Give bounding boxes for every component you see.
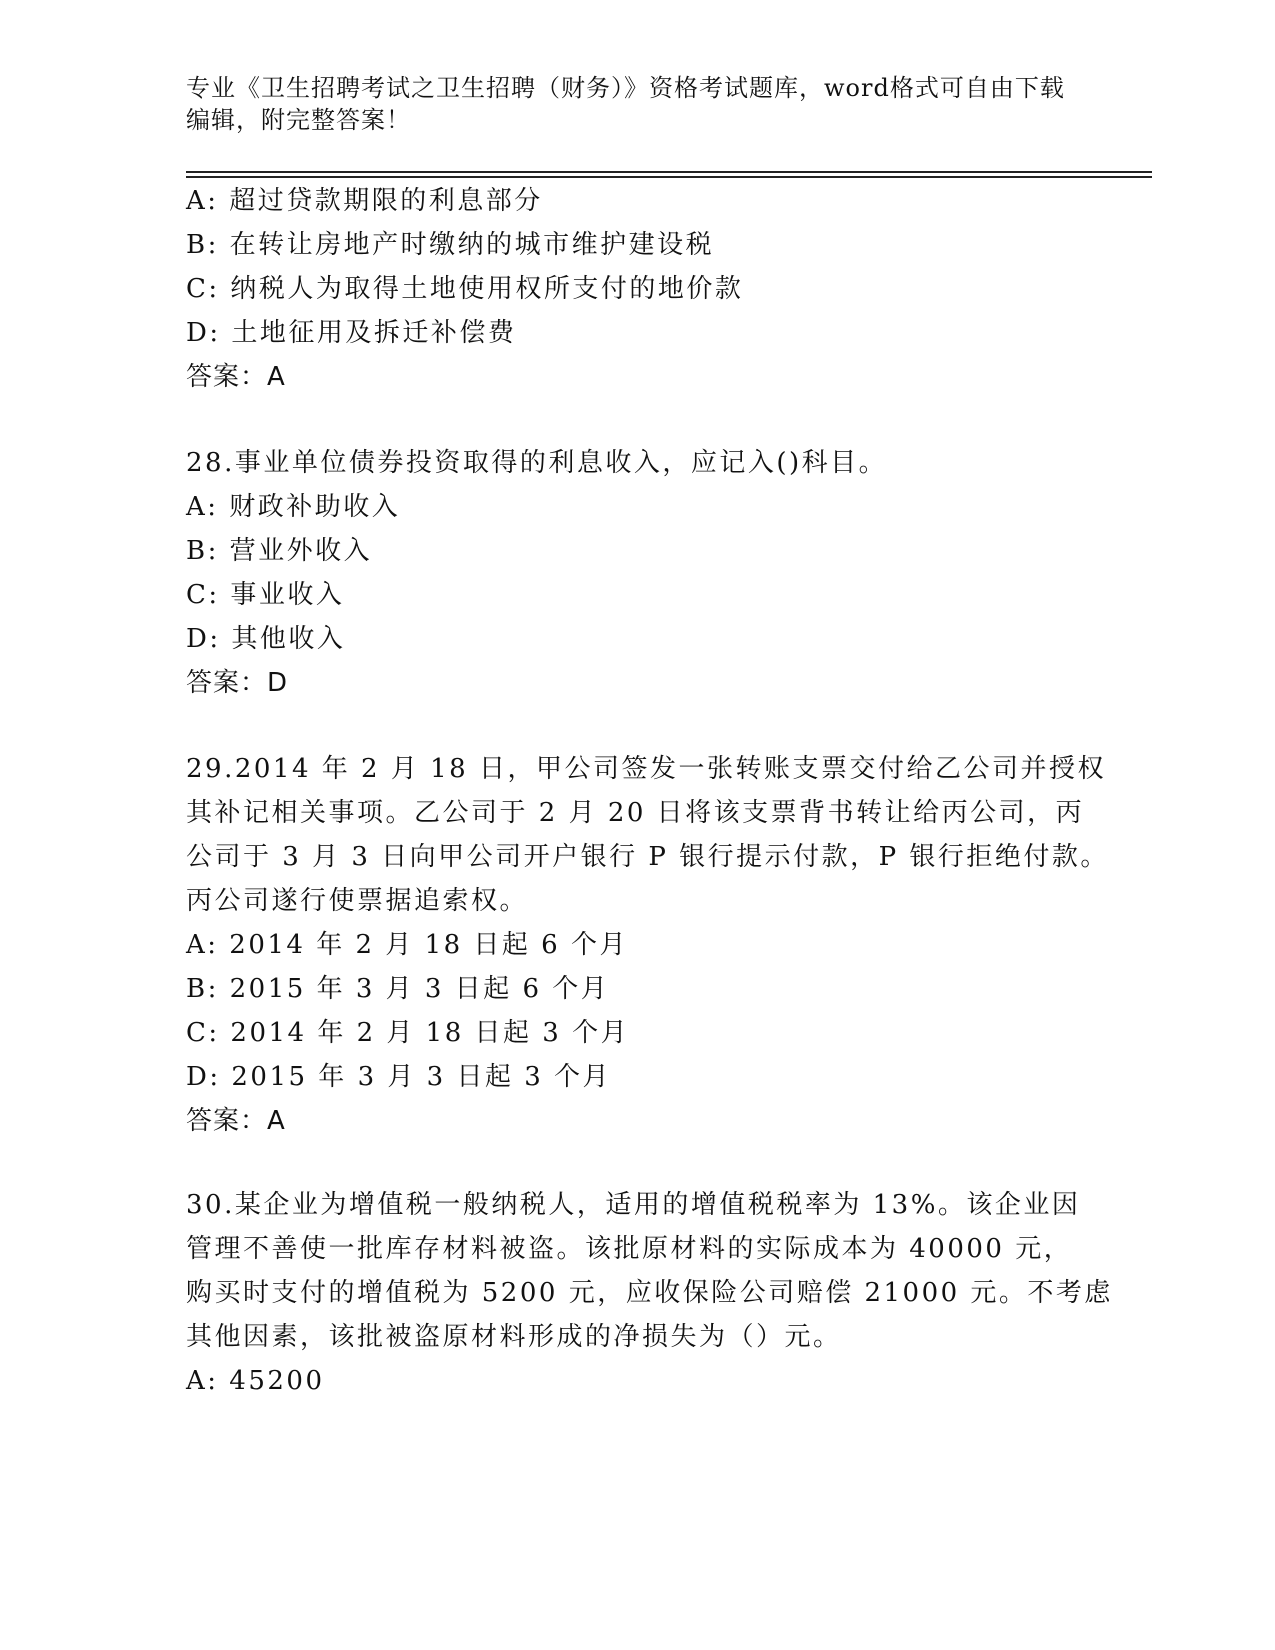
q30-stem-line-3: 购买时支付的增值税为 5200 元，应收保险公司赔偿 21000 元。不考虑 <box>186 1278 1113 1308</box>
q28-answer: 答案：D <box>186 668 289 698</box>
q29-option-a: A: 2014 年 2 月 18 日起 6 个月 <box>186 930 628 960</box>
header-line-2: 编辑，附完整答案！ <box>186 106 411 134</box>
header-rule-bottom <box>186 176 1152 178</box>
q27-answer: 答案：A <box>186 362 286 392</box>
q30-stem-line-2: 管理不善使一批库存材料被盗。该批原材料的实际成本为 40000 元， <box>186 1234 1073 1264</box>
q29-stem-line-2: 其补记相关事项。乙公司于 2 月 20 日将该支票背书转让给丙公司，丙 <box>186 798 1085 828</box>
q29-stem-line-3: 公司于 3 月 3 日向甲公司开户银行 P 银行提示付款，P 银行拒绝付款。 <box>186 842 1109 872</box>
q28-option-d: D: 其他收入 <box>186 624 346 654</box>
q29-answer: 答案：A <box>186 1106 286 1136</box>
q27-option-a: A: 超过贷款期限的利息部分 <box>186 186 543 216</box>
q29-option-d: D: 2015 年 3 月 3 日起 3 个月 <box>186 1062 612 1092</box>
q28-option-a: A: 财政补助收入 <box>186 492 401 522</box>
document-header <box>186 72 1066 136</box>
q30-stem-line-4: 其他因素，该批被盗原材料形成的净损失为（）元。 <box>186 1322 842 1352</box>
q28-option-b: B: 营业外收入 <box>186 536 373 566</box>
q27-option-d: D: 土地征用及拆迁补偿费 <box>186 318 517 348</box>
q29-option-c: C: 2014 年 2 月 18 日起 3 个月 <box>186 1018 630 1048</box>
q30-stem-line-1: 30.某企业为增值税一般纳税人，适用的增值税税率为 13%。该企业因 <box>186 1190 1081 1220</box>
q30-option-a: A: 45200 <box>186 1366 325 1396</box>
q29-stem-line-4: 丙公司遂行使票据追索权。 <box>186 886 529 916</box>
q28-stem: 28.事业单位债券投资取得的利息收入，应记入()科目。 <box>186 448 888 478</box>
header-rule-top <box>186 171 1152 173</box>
q29-option-b: B: 2015 年 3 月 3 日起 6 个月 <box>186 974 610 1004</box>
q27-option-b: B: 在转让房地产时缴纳的城市维护建设税 <box>186 230 715 260</box>
q27-option-c: C: 纳税人为取得土地使用权所支付的地价款 <box>186 274 744 304</box>
header-line-1: 专业《卫生招聘考试之卫生招聘（财务）》资格考试题库，word格式可自由下载 <box>186 74 1065 102</box>
q28-option-c: C: 事业收入 <box>186 580 345 610</box>
q29-stem-line-1: 29.2014 年 2 月 18 日，甲公司签发一张转账支票交付给乙公司并授权 <box>186 754 1106 784</box>
